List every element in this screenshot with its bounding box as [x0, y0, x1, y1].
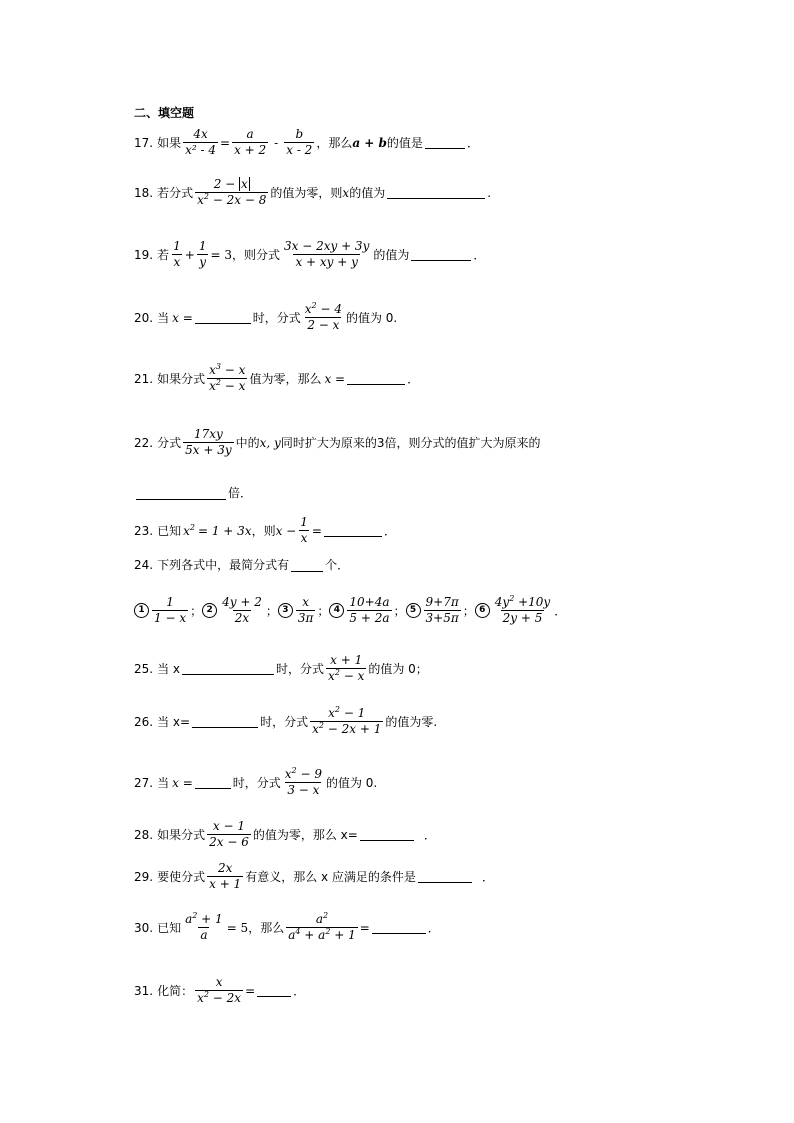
question-25: 25. 当 x 时，分式 $\frac{x + 1}{x^2 - x}$ 的值为 0； [134, 653, 428, 683]
fraction: $\frac{4y + 2}{2x}$ [222, 595, 262, 625]
question-number: 30. [134, 920, 154, 935]
question-number: 17. [134, 135, 154, 150]
option-marker: 4 [329, 603, 344, 618]
answer-blank[interactable] [182, 662, 274, 675]
section-title: 二、填空题 [134, 106, 195, 120]
question-26: 26. 当 x= 时，分式 $\frac{x^2 - 1}{x^2 - 2x + 1}$ 的值为零. [134, 705, 438, 736]
fraction: $\frac{4y^2 +10y}{2y + 5}$ [494, 594, 551, 625]
question-22: 22. 分式 $\frac{17xy}{5x + 3y}$ 中的 x, y 同时扩大为原来的3倍，则分式的值扩大为原来的 [134, 427, 541, 457]
question-number: 25. [134, 661, 154, 676]
fraction: $\frac{a^2 + 1}{a}$ [185, 911, 223, 942]
question-number: 29. [134, 869, 154, 884]
fraction: $\frac{17xy}{5x + 3y}$ [185, 427, 232, 457]
option-marker: 5 [406, 603, 421, 618]
fraction: $\frac{4x}{\text{x² - 4}}$ [185, 127, 217, 157]
question-18: 18. 若分式 $\frac{2 - x}{x^2 - 2x - 8}$ 的值为零，则 x 的值为 . [134, 177, 492, 207]
fraction: $\frac{1}{y}$ [198, 239, 207, 269]
question-number: 31. [134, 983, 154, 998]
fraction: $\frac{1}{1 - x}$ [154, 595, 187, 625]
question-23: 23. 已知 $x^2$ = 1 + 3x ，则 x − $\frac{1}{x}$ = ． [134, 515, 396, 545]
fraction: $\frac{a^2}{a^4 + a^2 + 1}$ [288, 911, 356, 942]
answer-blank[interactable] [195, 776, 231, 789]
question-29: 29. 要使分式 $\frac{2x}{x + 1}$ 有意义，那么 x 应满足的条件是 ． [134, 861, 494, 891]
fraction: $\frac{1}{x}$ [300, 515, 308, 545]
option-marker: 2 [202, 603, 217, 618]
fraction: $\frac{x + 1}{x^2 - x}$ [328, 653, 365, 683]
question-number: 18. [134, 185, 154, 200]
answer-blank[interactable] [291, 559, 323, 572]
fraction: $\frac{b}{x - 2}$ [286, 127, 313, 157]
question-number: 19. [134, 247, 154, 262]
fraction: $\frac{2 - x}{x^2 - 2x - 8}$ [197, 177, 267, 207]
answer-blank[interactable] [195, 311, 251, 324]
question-19: 19. 若 $\frac{1}{x}$ + $\frac{1}{y}$ = 3 ，则分式 $\frac{3x - 2xy + 3y}{x + xy + y}$ 的值为 ． [134, 239, 486, 269]
question-21: 21. 如果分式 $\frac{x^3 - x}{x^2 - x}$ 值为零，那么 x = ． [134, 362, 420, 393]
answer-blank[interactable] [372, 921, 426, 934]
fraction: $\frac{3x - 2xy + 3y}{x + xy + y}$ [283, 239, 370, 269]
question-number: 23. [134, 523, 154, 538]
fraction: $\frac{x^2 - 9}{3 - x}$ [284, 766, 322, 797]
option-marker: 3 [278, 603, 293, 618]
answer-blank[interactable] [192, 715, 258, 728]
option-marker: 6 [475, 603, 490, 618]
answer-blank[interactable] [360, 828, 414, 841]
fraction: $\frac{1}{x}$ [173, 239, 181, 269]
answer-blank[interactable] [257, 984, 291, 997]
fraction: $\frac{x^3 - x}{x^2 - x}$ [209, 362, 246, 393]
question-number: 22. [134, 435, 154, 450]
question-number: 20. [134, 310, 154, 325]
question-20: 20. 当 x = 时，分式 $\frac{x^2 - 4}{2 - x}$ 的值为 0. [134, 301, 398, 332]
fraction: $\frac{2x}{x + 1}$ [209, 861, 242, 891]
fraction: $\frac{x^2 - 4}{2 - x}$ [304, 301, 342, 332]
fraction: $\frac{9+7\pi}{3+5\pi}$ [425, 595, 459, 625]
question-number: 26. [134, 714, 154, 729]
question-22-continued: 倍． [134, 485, 252, 501]
question-30: 30. 已知 $\frac{a^2 + 1}{a}$ = 5 ，那么 $\frac{a^2}{a^4 + a^2 + 1}$ = ． [134, 911, 440, 942]
question-number: 21. [134, 371, 154, 386]
fraction: $\frac{10+4a}{5 + 2a}$ [349, 595, 390, 625]
question-31: 31. 化简： $\frac{x}{x^2 - 2x}$ = ． [134, 975, 306, 1005]
option-marker: 1 [134, 603, 149, 618]
answer-blank[interactable] [425, 136, 465, 149]
fraction: $\frac{x^2 - 1}{x^2 - 2x + 1}$ [312, 705, 382, 736]
answer-blank[interactable] [411, 248, 471, 261]
answer-blank[interactable] [324, 524, 382, 537]
question-24-options: 1 $\frac{1}{1 - x}$ ； 2 $\frac{4y + 2}{2x}$ ； 3 $\frac{x}{3\pi}$ ； 4 $\frac{10+4a}{5 + 2a}$ ； 5 $\frac{9+7\pi}{3+5\pi}$ ； 6 $\frac{4y^2 +10y}{2y + 5}$ ． [134, 596, 566, 625]
question-28: 28. 如果分式 $\frac{x - 1}{2x - 6}$ 的值为零，那么 x= ． [134, 819, 436, 849]
question-number: 28. [134, 827, 154, 842]
answer-blank[interactable] [387, 186, 485, 199]
question-17: 17. 如果 $\frac{4x}{\text{x² - 4}}$ = $\frac{a}{x + 2}$ - $\frac{b}{x - 2}$ ，那么 a + b 的值是 ． [134, 127, 479, 157]
fraction: $\frac{x}{x^2 - 2x}$ [197, 975, 242, 1005]
question-27: 27. 当 x = 时，分式 $\frac{x^2 - 9}{3 - x}$ 的值为 0. [134, 766, 378, 797]
question-number: 24. [134, 558, 154, 572]
answer-blank[interactable] [418, 870, 472, 883]
answer-blank[interactable] [347, 372, 405, 385]
fraction: $\frac{a}{x + 2}$ [234, 127, 267, 157]
fraction: $\frac{x - 1}{2x - 6}$ [209, 819, 249, 849]
question-24: 24. 下列各式中，最简分式有 个． [134, 558, 350, 572]
answer-blank[interactable] [136, 487, 226, 500]
fraction: $\frac{x}{3\pi}$ [297, 595, 314, 625]
question-number: 27. [134, 775, 154, 790]
